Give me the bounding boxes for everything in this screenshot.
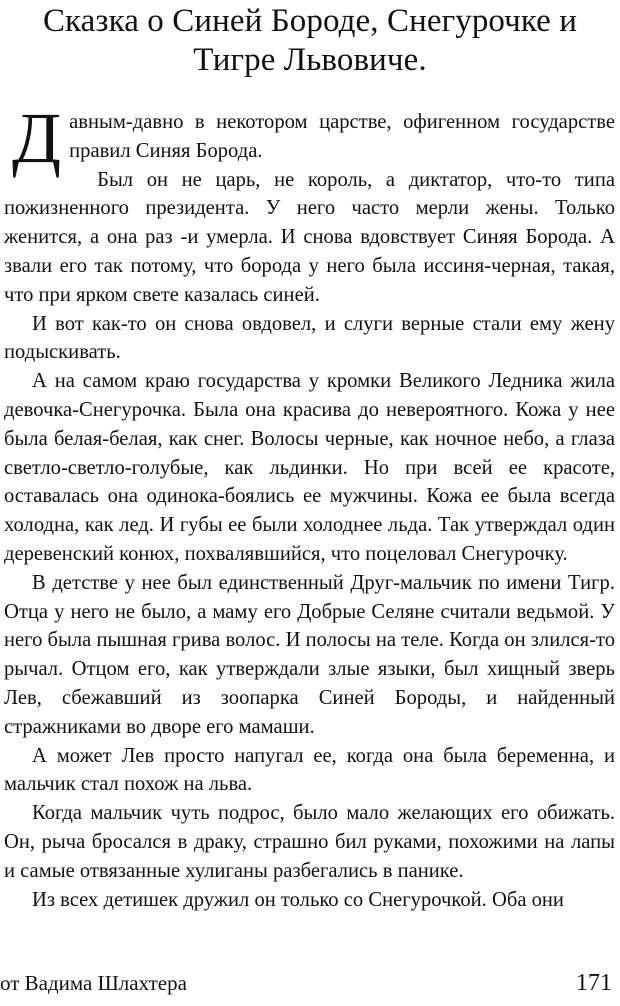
paragraph-7: Когда мальчик чуть подрос, было мало желающих его обижать. Он, рыча бросался в драку, страшно бил руками, похожими на лапы и самые отвязанные хулиганы разбегались в панике. [4, 802, 615, 882]
body-text [4, 98, 615, 914]
paragraph-4: А на самом краю государства у кромки Великого Ледника жила девочка-Снегурочка. Была она красива до невероятного. Кожа у нее была белая-белая, как снег. Волосы черные, как ночное небо, а глаза светло-светло-голубые, как льдинки. Но при всей ее красоте, оставалась она одинока-боялись ее мужчины. Кожа ее была всегда холодна, как лед. И губы ее были холоднее льда. Так утверждал один деревенский конюх, похвалявшийся, что поцеловал Снегурочку. [4, 370, 615, 565]
paragraph-6: А может Лев просто напугал ее, когда она была беременна, и мальчик стал похож на льва. [4, 744, 615, 796]
chapter-title [6, 2, 614, 80]
page-number: 171 [576, 970, 612, 996]
chapter-title-line-2: Тигре Львовиче. [193, 42, 427, 78]
paragraph-5: В детстве у нее был единственный Друг-мальчик по имени Тигр. Отца у него не было, а маму его Добрые Селяне считали ведьмой. У него была пышная грива волос. И полосы на теле. Когда он злился-то рычал. Отцом его, как утверждали злые языки, был хищный зверь Лев, сбежавший из зоопарка Синей Бороды, и найденный стражниками во дворе его мамаши. [4, 571, 615, 738]
chapter-title-line-1: Сказка о Синей Бороде, Снегурочке и [42, 3, 578, 39]
paragraph-2: Был он не царь, не король, а диктатор, что-то типа пожизненного президента. У него часто мерли жены. Только женится, а она раз -и умерла. И снова вдовствует Синяя Борода. А звали его так потому, что борода у него была иссиня-черная, такая, что при ярком свете казалась синей. [4, 168, 615, 306]
drop-cap: Д [12, 98, 62, 178]
paragraph-3: И вот как-то он снова овдовел, и слуги верные стали ему жену подыскивать. [4, 312, 615, 364]
footer-author: от Вадима Шлахтера [0, 971, 187, 995]
paragraph-1-text: авным-давно в некотором царстве, офигенном государстве правил Синяя Борода. [69, 111, 615, 162]
paragraph-8: Из всех детишек дружил он только со Снегурочкой. Оба они [32, 888, 564, 911]
paragraph-1 [4, 98, 615, 178]
